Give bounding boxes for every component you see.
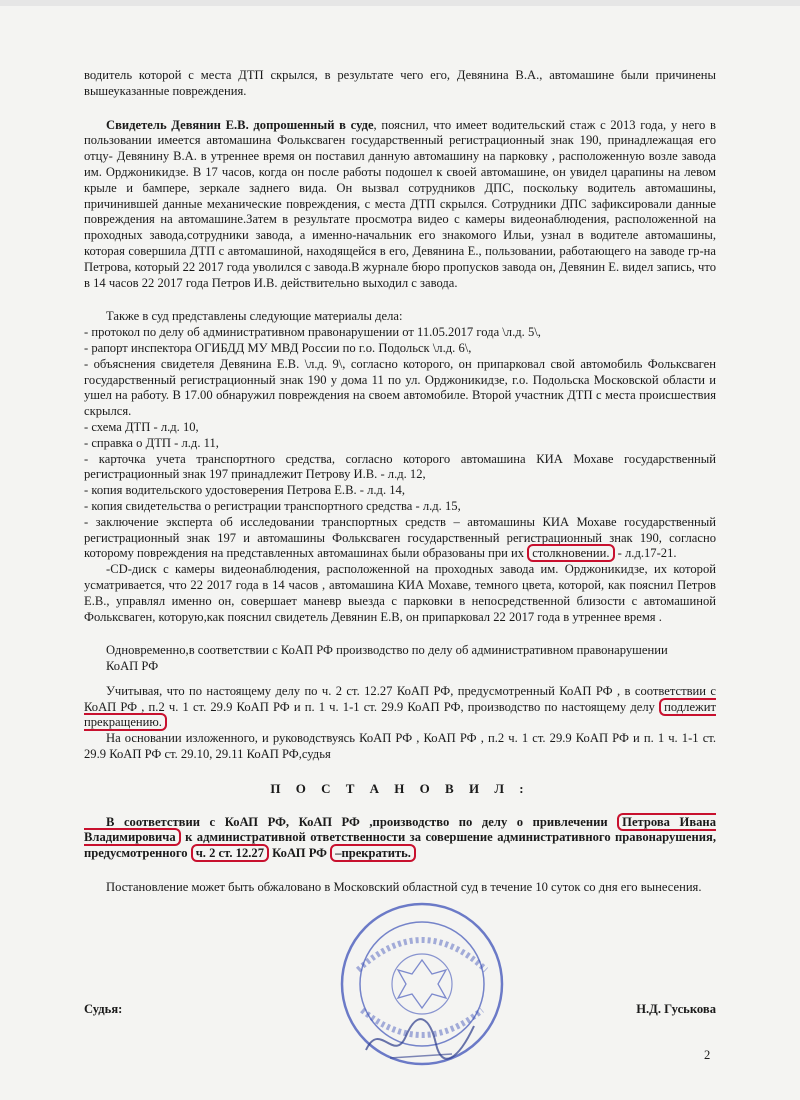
- scan-top-edge: [0, 0, 800, 6]
- judge-name: Н.Д. Гуськова: [636, 1002, 716, 1016]
- expert-text: - заключение эксперта об исследовании транспортных средств – автомашины КИА Мохаве государственный регистрационный знак 197 и автомашины Фольксваген государственный регистрационный знак 190, согласно которому повреждения на представленных автомашинах были образованы при их: [84, 514, 716, 561]
- paragraph-appeal: Постановление может быть обжаловано в Московский областной суд в течение 10 суток со дня его вынесения.: [106, 880, 702, 895]
- page-number: 2: [704, 1048, 711, 1062]
- materials-list: [84, 325, 716, 625]
- highlight-terminate: –прекратить.: [330, 844, 416, 862]
- witness-heading: Свидетель Девянин Е.В. допрошенный в суде: [106, 117, 374, 132]
- decision-part2: к административной ответственности за совершение административного правонарушения, предусмотренного: [84, 830, 716, 861]
- witness-testimony: , пояснил, что имеет водительский стаж с 2013 года, у него в пользовании имеется автомашина Фольксваген государственный регистрационный знак 190, принадлежащая его отцу- Девянину В.А. в утреннее время он поставил данную автомашину на парковку , расположенную возле завода им. Орджоникидзе. В 17 часов, когда он после работы подошел к своей автомашине, он увидел царапины на левом крыле и бампере, зеркале заднего вида. Он вызвал сотрудников ДПС, поскольку водитель автомашины, причинившей данные механические повреждения, с места ДТП скрылся. Сотрудники ДПС зафиксировали данные повреждения на автомашине.Затем в результате просмотра видео с камеры видеонаблюдения, расположенной на проходных завода,сотрудники завода, а именно-начальник его знакомого Ильи, узнал в водителе автомашины, которая совершила ДТП с автомашиной, находящейся в его, Девянина Е., пользовании, работающего на заводе гр-на Петрова, который 22 2017 года уволился с завода.В журнале бюро пропусков завода он, Девянин Е. видел запись, что в 14 часов 22 2017 года Петров И.В. действительно выходил с завода.: [84, 117, 716, 290]
- paragraph-materials-intro: Также в суд представлены следующие материалы дела:: [106, 309, 403, 324]
- decision-part3: КоАП РФ: [269, 846, 331, 861]
- materials-item-cd: -CD-диск с камеры видеонаблюдения, расположенной на проходных завода им. Орджоникидзе, их которой усматривается, что 22 2017 года в 14 часов , автомашина КИА Мохаве, темного цвета, которой, как пояснил Петров Е.В., управлял именно он, совершает маневр выезда с парковки в непосредственной близости с автомашиной Фольксваген, которую,как пояснил свидетель Девянин Е.В, он припарковал 22 2017 года в утреннее время .: [84, 562, 716, 624]
- materials-item: - схема ДТП - л.д. 10,: [84, 419, 199, 434]
- paragraph-simultaneously: Одновременно,в соответствии с КоАП РФ производство по делу об административном правонарушении: [106, 643, 668, 658]
- decision-part1: В соответствии с КоАП РФ, КоАП РФ ,производство по делу о привлечении: [106, 814, 608, 829]
- highlight-termination: подлежит прекращению.: [84, 699, 716, 730]
- document-body: [84, 68, 716, 896]
- materials-item: - справка о ДТП - л.д. 11,: [84, 435, 219, 450]
- highlight-defendant-name: Петрова Ивана Владимировича: [84, 814, 716, 845]
- paragraph-considering: [84, 684, 716, 731]
- materials-item: - рапорт инспектора ОГИБДД МУ МВД России по г.о. Подольск \л.д. 6\,: [84, 340, 472, 355]
- materials-item: - карточка учета транспортного средства, согласно которого автомашина КИА Мохаве государственный регистрационный знак 197 принадлежит Петрову И.В. - л.д. 12,: [84, 451, 716, 482]
- materials-item: - объяснения свидетеля Девянина Е.В. \л.д. 9\, согласно которого, он припарковал свой автомобиль Фольксваген государственный регистрационный знак 190 у дома 11 по ул. Орджоникидзе, г.о. Подольска Московской области и ушел на работу. В 17.00 обнаружил повреждения на своем автомобиле. Второй участник ДТП с места происшествия скрылся.: [84, 356, 716, 419]
- signature-label: Судья:: [84, 1002, 123, 1016]
- materials-item: - копия свидетельства о регистрации транспортного средства - л.д. 15,: [84, 498, 461, 513]
- materials-item-expert: [84, 515, 716, 562]
- paragraph-guided: На основании изложенного, и руководствуясь КоАП РФ , КоАП РФ , п.2 ч. 1 ст. 29.9 КоАП РФ и п. 1 ч. 1-1 ст. 29.9 КоАП РФ ст. 29.10, 29.11 КоАП РФ,судья: [84, 731, 716, 762]
- paragraph-witness: [84, 118, 716, 292]
- resolution-title: П О С Т А Н О В И Л :: [270, 780, 530, 796]
- materials-item: - протокол по делу об административном правонарушении от 11.05.2017 года \л.д. 5\,: [84, 325, 541, 340]
- materials-item: - копия водительского удостоверения Петрова Е.В. - л.д. 14,: [84, 483, 405, 498]
- paragraph-decision: [84, 815, 716, 862]
- considering-text: Учитывая, что по настоящему делу по ч. 2 ст. 12.27 КоАП РФ, предусмотренный КоАП РФ , в соответствии с КоАП РФ , п.2 ч. 1 ст. 29.9 КоАП РФ и п. 1 ч. 1-1 ст. 29.9 КоАП РФ, производство по настоящему делу: [84, 683, 716, 714]
- paragraph-intro: водитель которой с места ДТП скрылся, в результате чего его, Девянина В.А., автомашине были причинены вышеуказанные повреждения.: [84, 68, 716, 98]
- handwritten-signature-icon: [360, 1010, 480, 1070]
- highlight-article: ч. 2 ст. 12.27: [191, 844, 269, 862]
- expert-tail: - л.д.17-21.: [614, 546, 677, 561]
- paragraph-koap: КоАП РФ: [106, 659, 159, 674]
- highlight-collision: столкновении.: [527, 544, 614, 562]
